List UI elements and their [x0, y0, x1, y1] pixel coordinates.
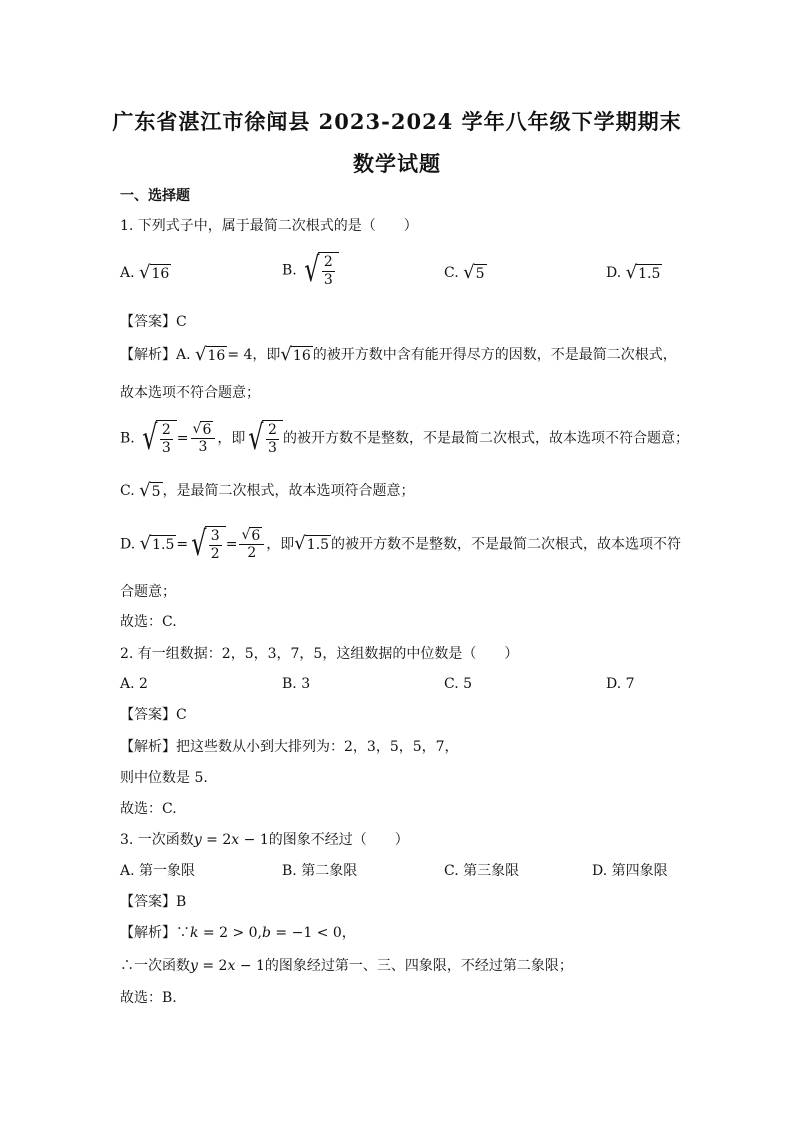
section-heading: 一、选择题 — [120, 188, 190, 204]
option-label: B. — [282, 262, 297, 279]
q1-analysis-a-cont: 故本选项不符合题意； — [120, 385, 260, 401]
q2-option-b: B. 3 — [282, 676, 311, 692]
option-label: D. — [606, 265, 622, 281]
question-1-stem: 1. 下列式子中，属于最简二次根式的是（ ） — [120, 218, 418, 234]
sqrt-expression: √ 1.5 — [625, 261, 661, 283]
q3-analysis-line2: ∴一次函数y = 2x − 1的图象经过第一、三、四象限，不经过第二象限； — [120, 958, 573, 974]
q1-answer: 【答案】C — [120, 314, 187, 330]
q2-option-c: C. 5 — [444, 676, 473, 692]
q1-option-b — [282, 252, 339, 289]
q2-median: 则中位数是 5. — [120, 770, 208, 786]
q3-choose: 故选：B. — [120, 990, 177, 1006]
option-label: C. — [444, 265, 459, 281]
option-label: A. — [120, 265, 135, 281]
q1-choose: 故选：C. — [120, 614, 177, 630]
q2-answer: 【答案】C — [120, 707, 187, 723]
document-title-line2: 数学试题 — [353, 151, 441, 176]
q3-option-d: D. 第四象限 — [592, 863, 668, 879]
q2-choose: 故选：C. — [120, 801, 177, 817]
q3-answer: 【答案】B — [120, 894, 187, 910]
q3-analysis: 【解析】∵k = 2 > 0,b = −1 < 0， — [120, 925, 356, 941]
question-2-stem: 2. 有一组数据：2，5，3，7，5，这组数据的中位数是（ ） — [120, 646, 519, 662]
sqrt-expression: √ 16 — [139, 261, 170, 283]
q1-option-a — [120, 263, 171, 283]
question-3-stem: 3. 一次函数y = 2x − 1的图象不经过（ ） — [120, 832, 409, 848]
q3-option-b: B. 第二象限 — [282, 863, 358, 879]
q2-option-a: A. 2 — [120, 676, 148, 692]
sqrt-expression: √ 5 — [463, 261, 485, 283]
sqrt-fraction-expression: √ $\frac{2}{3}$ — [301, 252, 339, 289]
q1-analysis-c: C. √ 5 ，是最简二次根式，故本选项符合题意； — [120, 479, 415, 501]
q3-option-c: C. 第三象限 — [444, 863, 520, 879]
q1-analysis-b: B. √ $\frac{2}{3}$ = √ 6 3 ，即 √ $\frac{2}{3}$ 的被开方数不是整数，不是最简二次根式，故本选项不符合题意； — [120, 418, 689, 458]
q2-analysis: 【解析】把这些数从小到大排列为：2，3，5，5，7， — [120, 739, 459, 755]
q1-analysis-d-cont: 合题意； — [120, 584, 176, 600]
q1-option-d — [606, 263, 662, 283]
q1-analysis-a: 【解析】A. √ 16 = 4，即 √ 16 的被开方数中含有能开得尽方的因数，不是最简二次根式， — [120, 343, 677, 365]
document-title-line1: 广东省湛江市徐闻县 2023-2024 学年八年级下学期期末 — [112, 109, 682, 134]
q2-option-d: D. 7 — [606, 676, 635, 692]
q3-option-a: A. 第一象限 — [120, 863, 196, 879]
q1-analysis-d: D. √ 1.5 = √ $\frac{3}{2}$ = √ 6 2 ，即 √ 1.5 的被开方数不是整数，不是最简二次根式，故本选项不符 — [120, 524, 682, 564]
q1-option-c — [444, 263, 487, 283]
